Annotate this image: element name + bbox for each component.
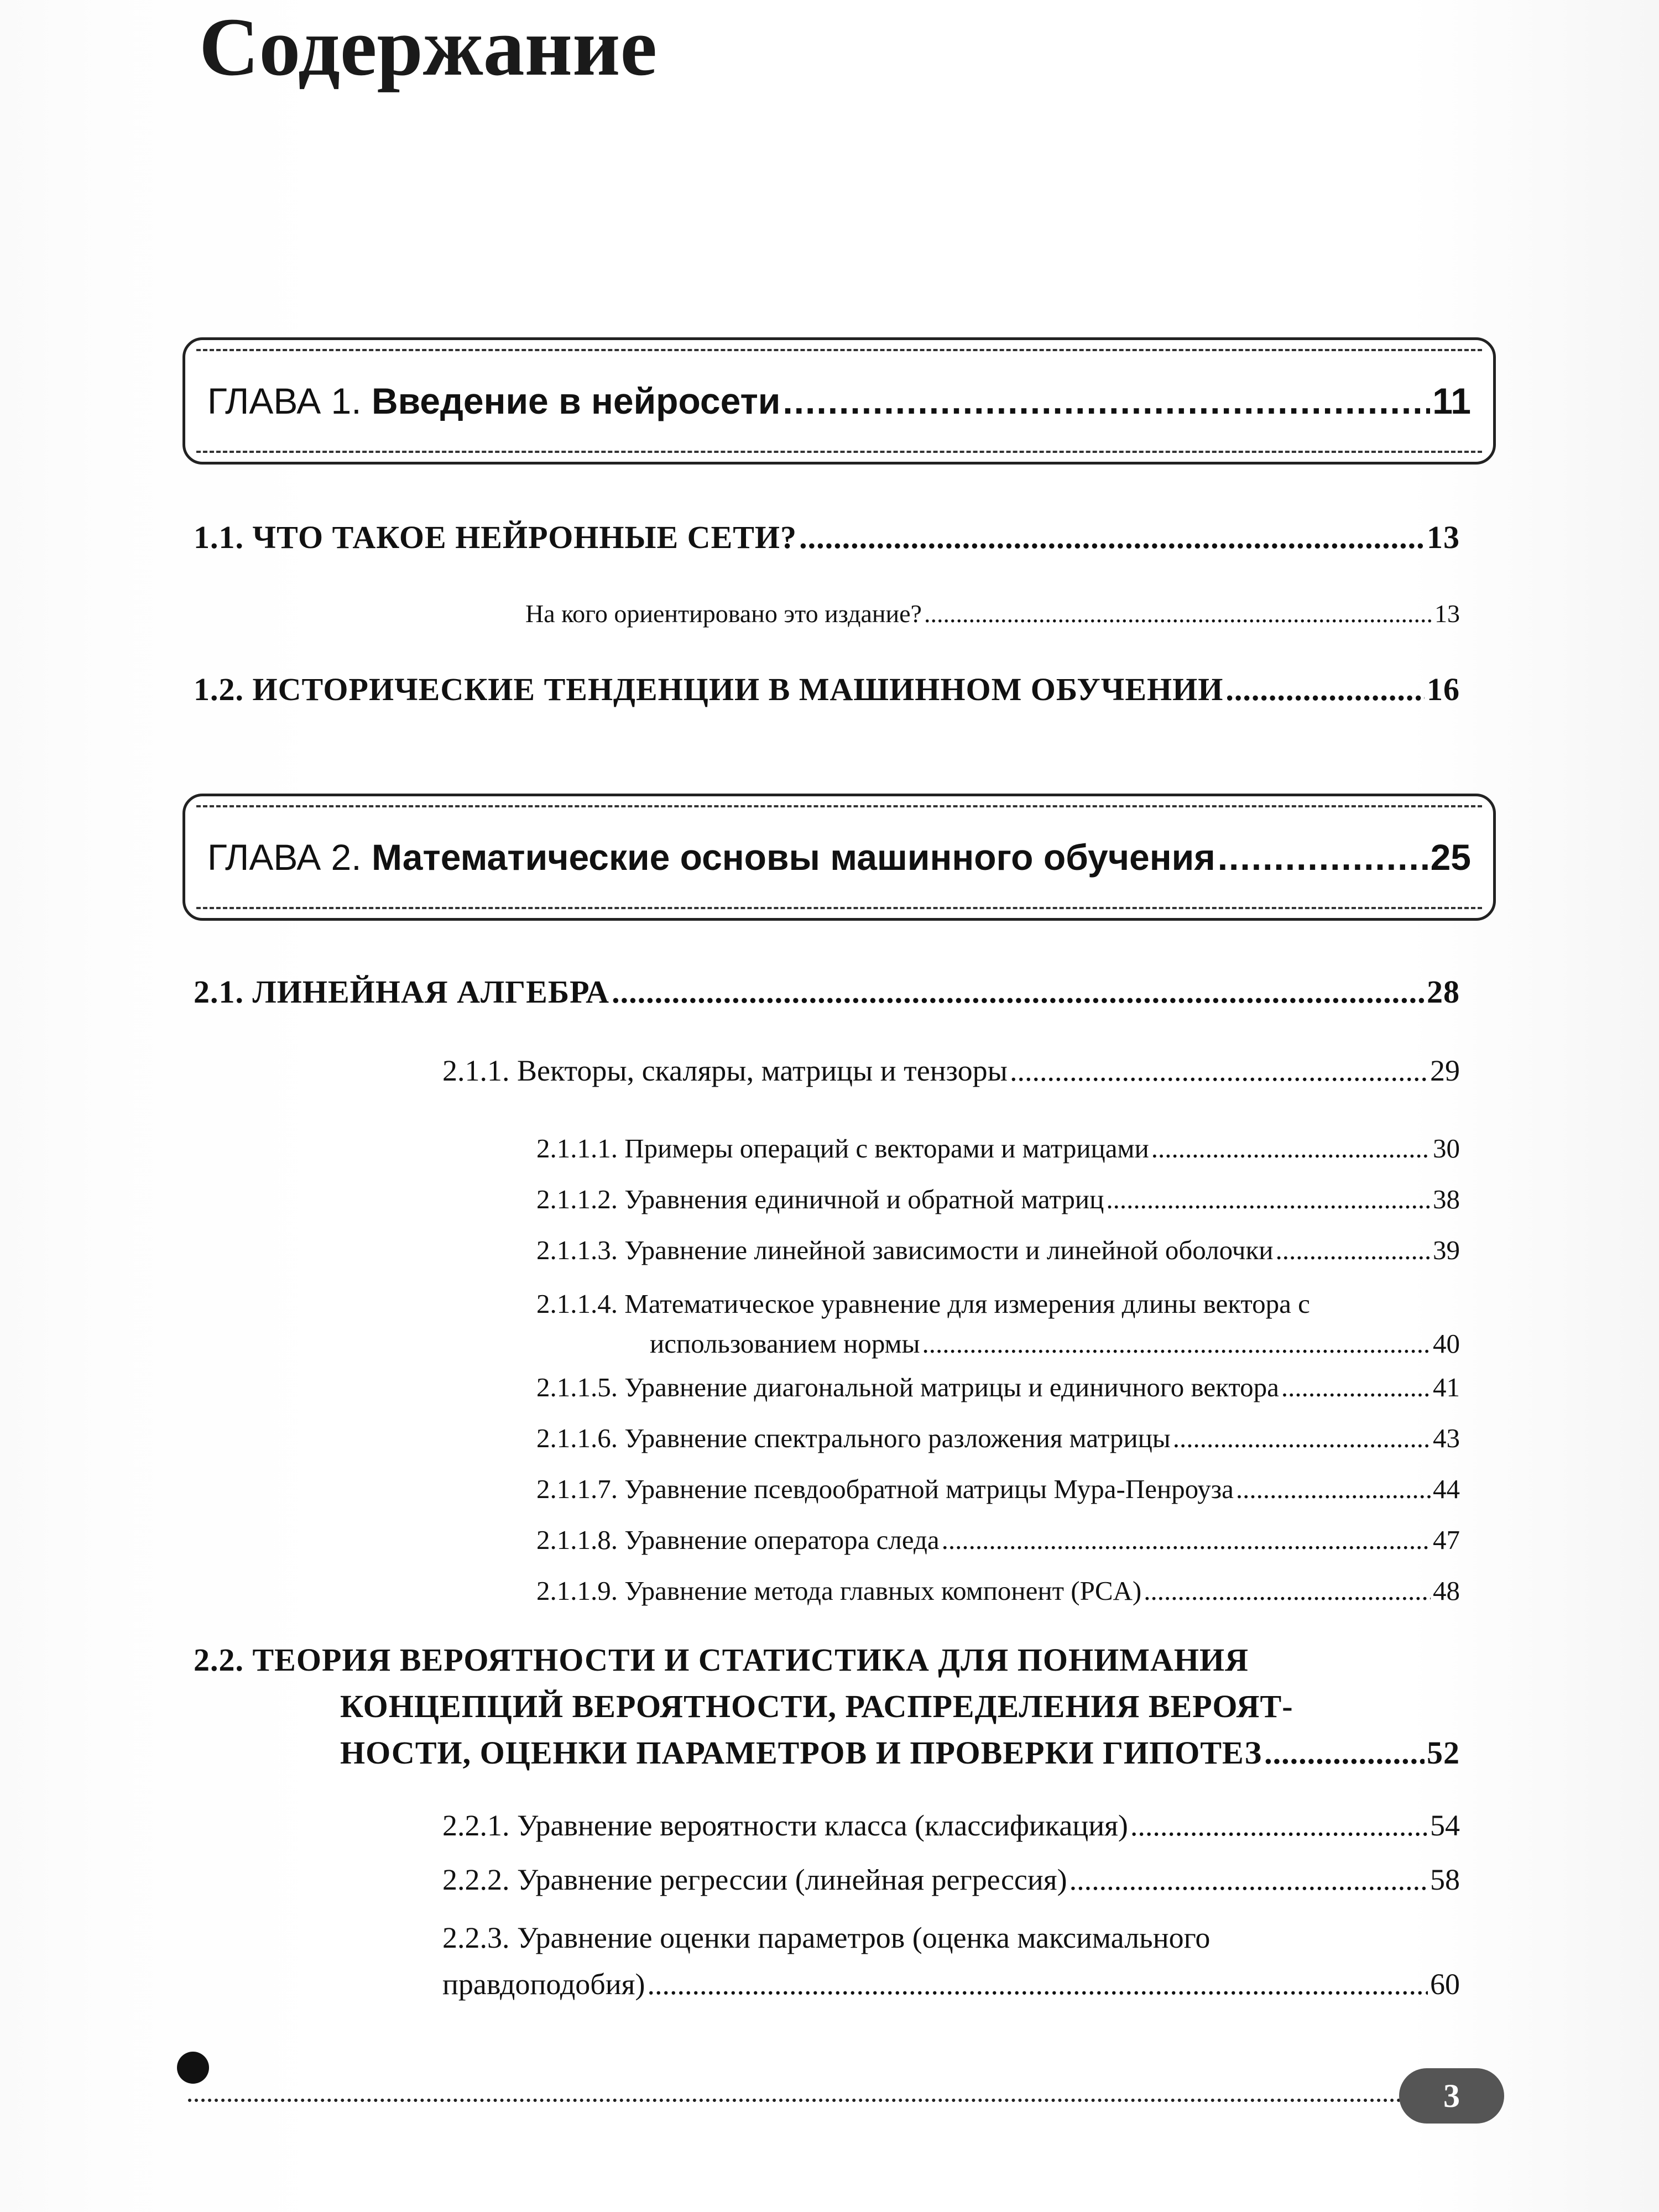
entry-title: 2.1.1.9. Уравнение метода главных компонент (PCA) xyxy=(536,1575,1142,1606)
entry-page: 30 xyxy=(1433,1133,1460,1164)
entry-title: 2.2.1. Уравнение вероятности класса (классификация) xyxy=(442,1809,1128,1842)
entry-page: 47 xyxy=(1433,1525,1460,1555)
entry-title: 2.1.1. Векторы, скаляры, матрицы и тензоры xyxy=(442,1054,1008,1087)
toc-entry-1-1[interactable] xyxy=(194,519,1460,556)
footer-dotted-rule xyxy=(188,2099,1421,2102)
entry-page: 41 xyxy=(1433,1372,1460,1402)
toc-entry-2-1-1-5[interactable] xyxy=(536,1371,1460,1403)
toc-entry-2-2-1[interactable] xyxy=(442,1808,1460,1843)
leader-dots xyxy=(1106,1183,1431,1215)
chapter-2-entry[interactable] xyxy=(207,836,1471,878)
leader-dots xyxy=(1275,1234,1431,1266)
toc-entry-2-2[interactable] xyxy=(194,1637,1460,1776)
leader-dots xyxy=(1010,1053,1428,1088)
entry-title: 2.1. ЛИНЕЙНАЯ АЛГЕБРА xyxy=(194,974,610,1010)
leader-dots xyxy=(1218,836,1428,878)
entry-title: На кого ориентировано это издание? xyxy=(525,599,922,628)
chapter-label: ГЛАВА 1. xyxy=(207,380,372,421)
entry-page: 16 xyxy=(1427,671,1460,707)
chapter-page: 25 xyxy=(1430,837,1471,878)
chapter-2-box xyxy=(182,794,1496,921)
page-number-badge: 3 xyxy=(1399,2068,1504,2124)
entry-title: 2.1.1.8. Уравнение оператора следа xyxy=(536,1525,940,1555)
entry-title: 2.1.1.2. Уравнения единичной и обратной матриц xyxy=(536,1184,1104,1214)
entry-page: 40 xyxy=(1433,1328,1460,1359)
entry-page: 44 xyxy=(1433,1474,1460,1504)
entry-page: 39 xyxy=(1433,1235,1460,1265)
toc-entry-2-1-1-1[interactable] xyxy=(536,1133,1460,1164)
entry-page: 60 xyxy=(1430,1968,1460,2001)
entry-title: 1.1. ЧТО ТАКОЕ НЕЙРОННЫЕ СЕТИ? xyxy=(194,519,797,555)
toc-entry-2-1-1-9[interactable] xyxy=(536,1575,1460,1606)
toc-entry-2-2-3[interactable] xyxy=(442,1914,1460,2007)
toc-entry-2-1-1-7[interactable] xyxy=(536,1473,1460,1505)
toc-entry-2-1-1-2[interactable] xyxy=(536,1183,1460,1215)
entry-page: 28 xyxy=(1427,974,1460,1010)
entry-title-line-1: 2.2.3. Уравнение оценки параметров (оценка максимального xyxy=(442,1921,1211,1954)
leader-dots xyxy=(1264,1730,1425,1776)
toc-entry-1-2[interactable] xyxy=(194,671,1460,708)
entry-title-line-2: использованием нормы xyxy=(650,1328,920,1359)
toc-entry-2-1-1[interactable] xyxy=(442,1053,1460,1088)
entry-title-line-2: правдоподобия) xyxy=(442,1968,645,2001)
toc-entry-1-1-a[interactable] xyxy=(525,599,1460,628)
leader-dots xyxy=(924,599,1432,628)
entry-page: 13 xyxy=(1427,519,1460,555)
leader-dots xyxy=(1236,1473,1431,1505)
entry-page: 13 xyxy=(1434,599,1460,628)
leader-dots xyxy=(1070,1863,1428,1897)
footer-bullet xyxy=(177,2052,209,2084)
leader-dots xyxy=(799,519,1425,556)
leader-dots xyxy=(782,380,1430,422)
toc-entry-2-1-1-3[interactable] xyxy=(536,1234,1460,1266)
entry-page: 54 xyxy=(1430,1809,1460,1842)
entry-title-line-1: 2.2. ТЕОРИЯ ВЕРОЯТНОСТИ И СТАТИСТИКА ДЛЯ ПОНИМАНИЯ xyxy=(194,1642,1249,1678)
entry-title: 2.1.1.6. Уравнение спектрального разложения матрицы xyxy=(536,1423,1171,1453)
entry-title-line-2: КОНЦЕПЦИЙ ВЕРОЯТНОСТИ, РАСПРЕДЕЛЕНИЯ ВЕРОЯТ- xyxy=(340,1688,1293,1724)
leader-dots xyxy=(1151,1133,1431,1164)
entry-page: 58 xyxy=(1430,1863,1460,1896)
chapter-1-entry[interactable] xyxy=(207,380,1471,422)
entry-title: 2.1.1.3. Уравнение линейной зависимости и линейной оболочки xyxy=(536,1235,1274,1265)
chapter-page: 11 xyxy=(1432,380,1471,421)
entry-title: 1.2. ИСТОРИЧЕСКИЕ ТЕНДЕНЦИИ В МАШИННОМ ОБУЧЕНИИ xyxy=(194,671,1224,707)
entry-title: 2.1.1.5. Уравнение диагональной матрицы и единичного вектора xyxy=(536,1372,1279,1402)
page-title: Содержание xyxy=(199,1,658,93)
leader-dots xyxy=(942,1524,1431,1556)
entry-title-last-line xyxy=(442,1961,1460,2007)
chapter-label: ГЛАВА 2. xyxy=(207,837,372,878)
chapter-1-box xyxy=(182,337,1496,465)
entry-title-line-3: НОСТИ, ОЦЕНКИ ПАРАМЕТРОВ И ПРОВЕРКИ ГИПОТЕЗ xyxy=(340,1735,1262,1771)
entry-page: 43 xyxy=(1433,1423,1460,1453)
entry-page: 38 xyxy=(1433,1184,1460,1214)
toc-entry-2-1-1-8[interactable] xyxy=(536,1524,1460,1556)
entry-title: 2.1.1.7. Уравнение псевдообратной матрицы Мура-Пенроуза xyxy=(536,1474,1234,1504)
entry-page: 52 xyxy=(1427,1735,1460,1771)
leader-dots xyxy=(648,1961,1428,2007)
chapter-title: Математические основы машинного обучения xyxy=(371,837,1215,878)
toc-entry-2-1-1-4[interactable] xyxy=(536,1284,1460,1364)
leader-dots xyxy=(1225,671,1425,708)
leader-dots xyxy=(1130,1808,1428,1843)
entry-page: 29 xyxy=(1430,1054,1460,1087)
entry-title-last-line xyxy=(536,1324,1460,1364)
toc-entry-2-2-2[interactable] xyxy=(442,1863,1460,1897)
leader-dots xyxy=(612,973,1425,1010)
entry-title-last-line xyxy=(194,1730,1460,1776)
leader-dots xyxy=(1281,1371,1431,1403)
leader-dots xyxy=(1173,1422,1431,1454)
entry-title: 2.2.2. Уравнение регрессии (линейная регрессия) xyxy=(442,1863,1067,1896)
entry-title-line-1: 2.1.1.4. Математическое уравнение для измерения длины вектора с xyxy=(536,1288,1310,1319)
leader-dots xyxy=(922,1324,1431,1364)
toc-entry-2-1-1-6[interactable] xyxy=(536,1422,1460,1454)
entry-title: 2.1.1.1. Примеры операций с векторами и матрицами xyxy=(536,1133,1149,1164)
entry-page: 48 xyxy=(1433,1575,1460,1606)
chapter-title: Введение в нейросети xyxy=(371,380,781,421)
leader-dots xyxy=(1144,1575,1431,1606)
toc-entry-2-1[interactable] xyxy=(194,973,1460,1010)
